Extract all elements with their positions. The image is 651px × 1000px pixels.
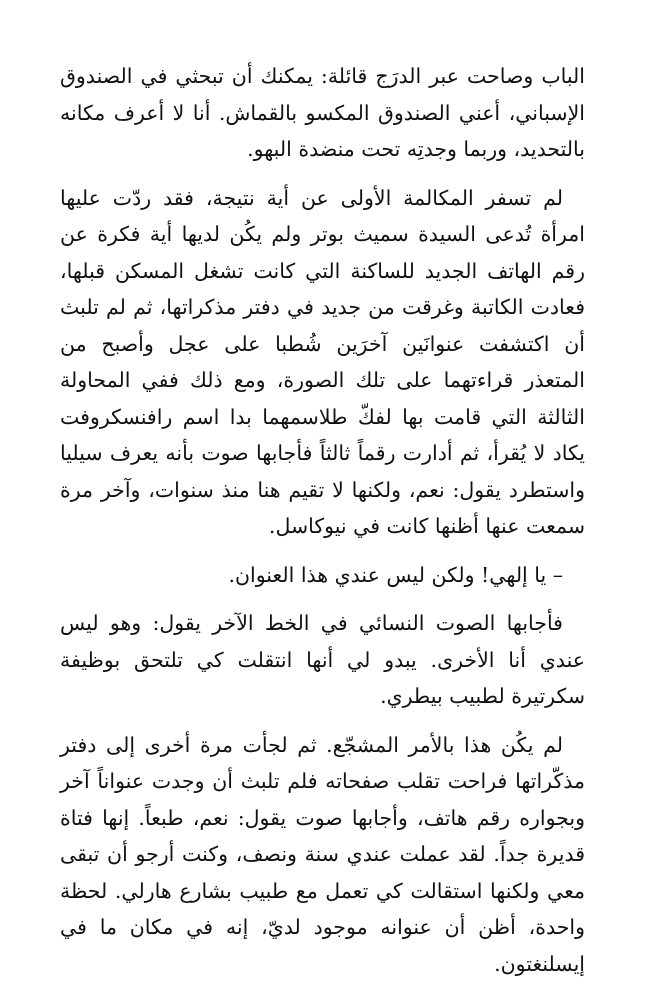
paragraph-2: لم تسفر المكالمة الأولى عن أية نتيجة، فقد ردّت عليها امرأة تُدعى السيدة سميث بوتر ولم يكُن لديها أية فكرة عن رقم الهاتف الجديد للساكنة التي كانت تشغل المسكن قبلها، فعادت الكاتبة وغرقت من جديد في دفتر مذكراتها، ثم لم تلبث أن اكتشفت عنوانَين آخرَين شُطبا على عجل وأصبح من المتعذر قراءتهما على تلك الصورة، ومع ذلك ففي المحاولة الثالثة التي قامت بها لفكّ طلاسمهما بدا اسم رافنسكروفت يكاد لا يُقرأ، ثم أدارت رقماً ثالثاً فأجابها صوت بأنه يعرف سيليا واستطرد يقول: نعم، ولكنها لا تقيم هنا منذ سنوات، وآخر مرة سمعت عنها أظنها كانت في نيوكاسل. bbox=[60, 185, 585, 538]
paragraph-5: لم يكُن هذا بالأمر المشجّع. ثم لجأت مرة أخرى إلى دفتر مذكّراتها فراحت تقلب صفحاته فلم تلبث أن وجدت عنواناً آخر وبجواره رقم هاتف، وأجابها صوت يقول: نعم، طبعاً. إنها فتاة قديرة جداً. لقد عملت عندي سنة ونصف، وكنت أرجو أن تبقى معي ولكنها استقالت كي تعمل مع طبيب بشارع هارلي. لحظة واحدة، أظن أن عنوانه موجود لديّ، إنه في مكان ما في إيسلنغتون. bbox=[60, 732, 585, 976]
paragraph-1: الباب وصاحت عبر الدرَج قائلة: يمكنك أن تبحثي في الصندوق الإسباني، أعني الصندوق المكسو بالقماش. أنا لا أعرف مكانه بالتحديد، وربما وجدتِه تحت منضدة البهو. bbox=[60, 64, 585, 161]
paragraph-3-dialogue: – يا إلهي! ولكن ليس عندي هذا العنوان. bbox=[228, 562, 563, 587]
paragraph-4: فأجابها الصوت النسائي في الخط الآخر يقول: وهو ليس عندي أنا الأخرى. يبدو لي أنها انتقلت كي تلتحق بوظيفة سكرتيرة لطبيب بيطري. bbox=[60, 611, 585, 708]
